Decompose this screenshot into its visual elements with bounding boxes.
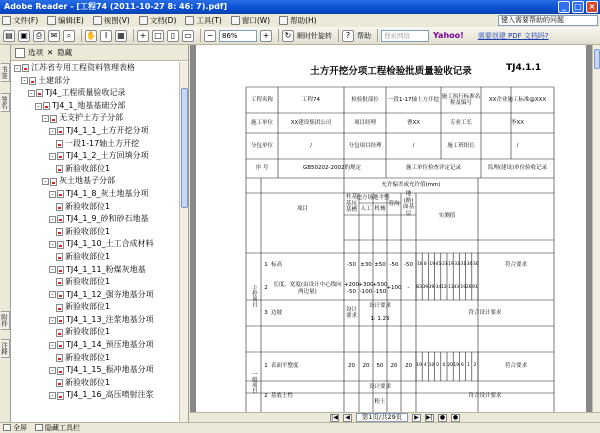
menu-window[interactable]: 窗口(W) xyxy=(231,15,270,26)
collapse-toggle-icon[interactable]: - xyxy=(42,115,49,122)
actual-size-icon[interactable]: □ xyxy=(152,30,164,42)
bookmark-label: TJ4_1_15_振冲地基分项 xyxy=(66,365,154,375)
zoom-level-select[interactable]: 86% xyxy=(219,30,257,42)
save-icon[interactable]: ▣ xyxy=(18,30,30,42)
value-team: / xyxy=(516,142,519,149)
gen-measured-cell: 20 xyxy=(447,363,453,369)
form-code: TJ4.1.1 xyxy=(506,63,542,73)
bookmark-label: TJ4_1_12_强夯地基分项 xyxy=(66,289,154,299)
hide-toolbar-icon xyxy=(35,424,43,431)
slope-result: 符合设计要求 xyxy=(468,309,502,316)
navigation-tabs xyxy=(0,45,11,422)
collapse-toggle-icon[interactable]: - xyxy=(49,216,56,223)
hand-tool-icon[interactable]: ✋ xyxy=(86,30,96,40)
bookmark-label: TJ4_1_8_灰土地基分项 xyxy=(66,188,149,198)
full-screen-icon xyxy=(3,424,11,431)
web-search-input[interactable]: 搜索网络 xyxy=(381,30,429,42)
label-item: 项目 xyxy=(296,205,308,212)
gen-measured-cell: 2 xyxy=(473,363,477,369)
bookmark-page-icon xyxy=(56,253,63,261)
page-navigation-bar xyxy=(190,412,600,422)
bookmark-label: 新验收部位1 xyxy=(65,302,111,312)
tol-pile: 设计要求 xyxy=(345,306,357,319)
value-contractor: XX建设集团公司 xyxy=(290,119,332,126)
measured-cell: -30 xyxy=(471,261,479,267)
gen-measured-cell: 10 xyxy=(428,363,435,369)
label-sub-pm: 分包项目经理 xyxy=(348,142,382,149)
document-menu-icon xyxy=(139,16,148,25)
bookmark-label: TJ4_1_14_预压地基分项 xyxy=(66,340,154,350)
bookmark-folder-item[interactable] xyxy=(11,100,180,113)
gen-measured-cell: 0 xyxy=(436,363,440,369)
value-sub-pm: / xyxy=(412,142,415,149)
title-bar[interactable] xyxy=(0,0,600,14)
bookmark-label: TJ4_1_16_高压喷射注浆 xyxy=(66,390,154,400)
bookmark-page-icon xyxy=(57,190,64,198)
zoom-in-icon[interactable]: + xyxy=(137,30,149,42)
label-batch: 检验批部位 xyxy=(351,96,379,103)
bookmark-page-icon xyxy=(56,203,63,211)
bookmark-label: 灰土地基子分部 xyxy=(59,176,115,186)
label-surface: 地(路)面基层 xyxy=(402,191,414,217)
bookmark-folder-item[interactable] xyxy=(11,87,180,100)
row-result: 符合要求 xyxy=(504,261,527,268)
measured-cell: 43 xyxy=(453,285,460,291)
bookmark-page-item[interactable] xyxy=(11,226,180,239)
bookmarks-panel xyxy=(11,45,189,422)
tools-menu-icon xyxy=(185,16,194,25)
label-pile-base: 柱基基坑基槽 xyxy=(345,194,357,214)
bookmark-page-item[interactable] xyxy=(11,352,180,365)
page-number-field[interactable]: 第1页/共29页 xyxy=(356,413,408,422)
options-button[interactable]: 选项 xyxy=(28,48,43,57)
tol-machine: +500 -150 xyxy=(372,282,388,295)
bookmark-folder-item[interactable] xyxy=(11,112,180,125)
bookmark-label: 新验收部位1 xyxy=(65,251,111,261)
tab-bookmarks[interactable]: 书签 xyxy=(1,63,10,82)
label-contractor: 施工单位 xyxy=(250,119,273,126)
tol-pile: -50 xyxy=(347,261,356,268)
gen-measured-cell: 1 xyxy=(467,363,471,369)
bookmarks-panel-header xyxy=(11,45,188,61)
first-page-button[interactable]: |◀ xyxy=(331,413,338,421)
menu-file[interactable]: 文件(F) xyxy=(2,15,38,26)
label-tolerance: 允许偏差或允许值(mm) xyxy=(381,182,441,189)
label-foreman: 专业工长 xyxy=(449,119,472,126)
value-pm: 曹XX xyxy=(406,119,421,126)
measured-cell: 91 xyxy=(472,285,478,291)
bookmark-page-icon xyxy=(56,228,63,236)
bookmark-page-icon xyxy=(56,329,63,337)
document-scroll-thumb[interactable] xyxy=(594,49,600,69)
bookmark-label: TJ4_1_1_土方开挖分项 xyxy=(66,125,149,135)
gen-result: 符合要求 xyxy=(504,363,527,370)
bookmark-page-icon xyxy=(57,215,64,223)
bookmark-page-item[interactable] xyxy=(11,326,180,339)
row-number: 2 xyxy=(264,285,268,292)
bookmark-page-icon xyxy=(57,266,64,274)
bookmark-page-icon xyxy=(57,341,64,349)
label-team: 施工班组长 xyxy=(447,142,475,149)
measured-cell: 39 xyxy=(422,285,429,291)
measured-cell: 83 xyxy=(416,285,422,291)
bookmark-tree xyxy=(11,62,180,422)
menu-edit[interactable]: 编辑(E) xyxy=(47,15,84,26)
bookmark-label: TJ4_工程质量验收记录 xyxy=(45,88,126,98)
bookmark-folder-item[interactable] xyxy=(11,339,180,352)
fit-page-icon[interactable]: ▯ xyxy=(167,30,179,42)
bookmark-page-icon xyxy=(50,178,57,186)
measured-cell: 39 xyxy=(428,285,435,291)
bookmark-folder-item[interactable] xyxy=(11,289,180,302)
label-standard: 施工执行标准名称及编号 xyxy=(441,93,481,106)
full-screen-button[interactable]: 全屏 xyxy=(3,423,27,433)
collapse-toggle-icon[interactable]: - xyxy=(14,65,21,72)
bookmark-page-icon xyxy=(56,165,63,173)
collapse-toggle-icon[interactable]: - xyxy=(21,77,28,84)
bookmark-page-icon xyxy=(57,152,64,160)
bookmark-page-icon xyxy=(57,241,64,249)
last-page-button[interactable]: ▶| xyxy=(426,413,433,421)
value-batch: 一段1-17轴土方开挖 xyxy=(388,96,439,103)
bookmark-options-icon xyxy=(15,48,25,58)
bookmark-folder-item[interactable] xyxy=(11,62,180,75)
collapse-toggle-icon[interactable]: - xyxy=(49,128,56,135)
gen-tol-pipe: 20 xyxy=(390,363,398,370)
label-manual: 人工 xyxy=(360,205,372,212)
bookmark-page-icon xyxy=(22,64,29,72)
bookmark-page-icon xyxy=(56,354,63,362)
label-general-items: 一般项目 xyxy=(250,371,257,393)
minimize-button[interactable]: _ xyxy=(558,1,570,13)
bookmark-folder-item[interactable] xyxy=(11,314,180,327)
general-row-number: 1 xyxy=(264,363,268,370)
value-standard: XX企业施工标准@XXX xyxy=(488,96,547,103)
label-sequence: 序 号 xyxy=(255,165,269,172)
row-number: 3 xyxy=(264,309,268,316)
measured-cell: 26 xyxy=(465,285,472,291)
row-number: 1 xyxy=(264,261,268,268)
measured-cell: -36 xyxy=(465,261,473,267)
bookmark-label: TJ4_1_13_注浆地基分项 xyxy=(66,314,154,324)
measured-cell: -31 xyxy=(458,261,467,267)
menu-view[interactable]: 视图(V) xyxy=(93,15,130,26)
bookmark-label: 新验收部位1 xyxy=(65,377,111,387)
tab-signatures[interactable]: 签名 xyxy=(1,93,10,112)
bookmark-label: 新验收部位1 xyxy=(65,277,111,287)
bookmark-page-icon xyxy=(29,77,36,85)
bookmark-label: 无支护土方子分部 xyxy=(59,113,123,123)
measured-cell: -41 xyxy=(434,261,442,267)
bookmark-folder-item[interactable] xyxy=(11,188,180,201)
tol-slope: 设计要求 xyxy=(368,303,391,310)
bookmark-page-icon xyxy=(57,316,64,324)
create-pdf-link[interactable]: 需要创建 PDF 文档吗? xyxy=(477,31,549,40)
document-scrollbar[interactable] xyxy=(592,45,600,412)
bookmark-page-icon xyxy=(57,367,64,375)
bookmark-label: TJ4_1_2_土方回填分项 xyxy=(66,151,149,161)
measured-cell: -18 xyxy=(415,261,423,267)
prev-view-button[interactable]: ● xyxy=(439,413,446,421)
pdf-page xyxy=(196,45,586,412)
bookmark-folder-item[interactable] xyxy=(11,150,180,163)
menu-bar xyxy=(0,14,600,27)
slope-value: 1: 1.25 xyxy=(370,316,390,323)
tol-pile: +200 -50 xyxy=(343,282,360,295)
bookmark-page-icon xyxy=(50,115,57,123)
menu-help[interactable]: 帮助(H) xyxy=(279,15,317,26)
measured-cell: -19 xyxy=(458,285,467,291)
print-icon[interactable]: ⎙ xyxy=(33,30,45,42)
collapse-toggle-icon[interactable]: - xyxy=(49,241,56,248)
view-menu-icon xyxy=(93,16,102,25)
bookmark-folder-item[interactable] xyxy=(11,364,180,377)
general-row2-number: 2 xyxy=(264,393,268,400)
tol-surface: -50 xyxy=(404,261,413,268)
gen-soil-value: 粉土 xyxy=(374,399,386,406)
collapse-toggle-icon[interactable]: - xyxy=(49,191,56,198)
bookmark-label: 新验收部位1 xyxy=(65,327,111,337)
collapse-toggle-icon[interactable]: - xyxy=(49,153,56,160)
label-project-name: 工程名称 xyxy=(250,96,273,103)
next-view-button[interactable]: ● xyxy=(452,413,459,421)
hide-toolbar-button[interactable]: 隐藏工具栏 xyxy=(35,423,80,433)
email-icon[interactable]: ✉ xyxy=(48,30,60,42)
collapse-toggle-icon[interactable]: - xyxy=(42,178,49,185)
rotate-clockwise-button[interactable]: 顺时针旋转 xyxy=(297,31,332,40)
help-question-input[interactable]: 键入需要帮助的问题 xyxy=(498,15,598,26)
bookmark-label: 土建部分 xyxy=(38,75,70,85)
label-earth-field: 挖方场地平整 xyxy=(356,194,390,201)
spec-reference: GB50202-2002的规定 xyxy=(302,165,361,172)
edit-menu-icon xyxy=(47,16,56,25)
measured-cell: -31 xyxy=(440,261,448,267)
bookmark-page-item[interactable] xyxy=(11,377,180,390)
bookmark-label: TJ4_1_10_土工合成材料 xyxy=(66,239,154,249)
help-button[interactable]: 帮助 xyxy=(357,31,371,40)
help-icon[interactable]: ? xyxy=(342,30,354,42)
gen-measured-cell: 19 xyxy=(416,363,422,369)
bookmark-label: 江苏省专用工程资料管理表格 xyxy=(31,63,135,72)
bookmark-label: 新验收部位1 xyxy=(65,163,111,173)
gen-soil-result: 符合设计要求 xyxy=(468,393,502,400)
value-project-name: 工程74 xyxy=(302,96,320,103)
measured-cell: 12 xyxy=(441,285,447,291)
row-name: 标高 xyxy=(271,261,283,268)
bookmark-page-item[interactable] xyxy=(11,163,180,176)
bookmark-page-item[interactable] xyxy=(11,201,180,214)
bookmark-folder-item[interactable] xyxy=(11,264,180,277)
bookmark-page-icon xyxy=(36,89,43,97)
collapse-toggle-icon[interactable]: - xyxy=(28,90,35,97)
rotate-icon[interactable]: ↻ xyxy=(282,30,294,42)
yahoo-logo[interactable]: Yahoo! xyxy=(433,31,464,40)
hide-panel-button[interactable]: 隐藏 xyxy=(57,48,73,57)
bookmark-folder-item[interactable] xyxy=(11,238,180,251)
bookmark-label: 新验收部位1 xyxy=(65,352,111,362)
delete-bookmark-icon[interactable]: ✕ xyxy=(47,48,54,57)
file-menu-icon xyxy=(2,16,11,25)
fit-width-icon[interactable]: ▭ xyxy=(182,30,194,42)
tol-machine: ±50 xyxy=(374,261,386,268)
status-bar xyxy=(0,422,600,432)
bookmark-label: 新验收部位1 xyxy=(65,201,111,211)
gen-tol-soil: 设计要求 xyxy=(368,383,391,390)
tol-manual: +300 -100 xyxy=(358,282,374,295)
bookmark-page-icon xyxy=(57,127,64,135)
zoom-out-icon[interactable]: − xyxy=(204,30,216,42)
label-supervision: 监理(建设)单位验收记录 xyxy=(487,165,548,172)
bookmark-page-item[interactable] xyxy=(11,138,180,151)
gen-measured-cell: 4 xyxy=(423,363,427,369)
maximize-button[interactable]: □ xyxy=(572,1,584,13)
measured-cell: 8 xyxy=(423,261,427,267)
tab-attachments[interactable]: 附件 xyxy=(1,311,10,330)
label-self-check: 施工单位检查评定记录 xyxy=(405,165,461,172)
collapse-toggle-icon[interactable]: - xyxy=(49,266,56,273)
bookmark-page-icon xyxy=(57,392,64,400)
close-button[interactable]: × xyxy=(586,1,598,13)
search-icon[interactable]: ⌕ xyxy=(63,30,75,42)
collapse-toggle-icon[interactable]: - xyxy=(49,342,56,349)
tab-comments[interactable]: 注释 xyxy=(1,339,10,358)
collapse-toggle-icon[interactable]: - xyxy=(49,367,56,374)
label-subcontractor: 分包单位 xyxy=(250,142,273,149)
bookmark-page-icon xyxy=(57,291,64,299)
label-main-items: 主控项目 xyxy=(250,285,257,307)
open-icon[interactable]: ▤ xyxy=(3,30,15,42)
collapse-toggle-icon[interactable]: - xyxy=(49,392,56,399)
next-page-button[interactable]: ▶ xyxy=(412,414,421,422)
general-row2-name: 基底土性 xyxy=(271,393,294,400)
bookmark-label: TJ4_1_地基基础分部 xyxy=(52,100,126,110)
document-view[interactable] xyxy=(190,45,592,412)
bookmark-label: TJ4_1_9_砂和砂石地基 xyxy=(66,214,149,224)
bookmark-folder-item[interactable] xyxy=(11,389,180,402)
bookmark-page-icon xyxy=(43,102,50,110)
form-title: 土方开挖分项工程检验批质量验收记录 xyxy=(310,66,472,77)
window-menu-icon xyxy=(231,16,240,25)
bookmark-page-icon xyxy=(56,140,63,148)
window-title: Adobe Reader - [工程74 (2011-10-27 8: 46: 7).pdf] xyxy=(4,2,228,11)
label-machine: 机械 xyxy=(374,205,386,212)
bookmark-folder-item[interactable] xyxy=(11,213,180,226)
measured-cell: -31 xyxy=(452,261,460,267)
help-menu-icon xyxy=(279,16,288,25)
tol-pipe: +100 xyxy=(386,285,402,292)
measured-cell: -13 xyxy=(446,285,454,291)
bookmarks-scrollbar[interactable] xyxy=(179,62,188,422)
collapse-toggle-icon[interactable]: - xyxy=(49,317,56,324)
row-name: 边坡 xyxy=(271,309,283,316)
gen-measured-cell: 19 xyxy=(453,363,460,369)
bookmark-page-item[interactable] xyxy=(11,251,180,264)
menu-tools[interactable]: 工具(T) xyxy=(185,15,221,26)
label-pm: 项目经理 xyxy=(353,119,376,126)
select-text-icon[interactable]: I xyxy=(100,30,112,42)
gen-tol-machine: 50 xyxy=(376,363,384,370)
collapse-toggle-icon[interactable]: - xyxy=(49,291,56,298)
tol-manual: ±30 xyxy=(360,261,372,268)
bookmark-page-icon xyxy=(56,379,63,387)
bookmark-page-icon xyxy=(56,278,63,286)
bookmark-page-item[interactable] xyxy=(11,276,180,289)
bookmark-label: 一段1-17轴土方开挖 xyxy=(65,138,140,148)
gen-tol-pile: 20 xyxy=(348,363,355,370)
label-pipe: 管沟 xyxy=(388,200,400,207)
main-toolbar xyxy=(0,27,600,45)
general-row-name: 表面平整度 xyxy=(271,363,299,370)
value-subcontractor: / xyxy=(310,142,312,149)
value-foreman: 李XX xyxy=(510,119,525,126)
measured-cell: -34 xyxy=(434,285,442,291)
zoom-in-plus-icon[interactable]: + xyxy=(260,30,272,42)
bookmark-folder-item[interactable] xyxy=(11,125,180,138)
collapse-toggle-icon[interactable]: - xyxy=(35,103,42,110)
bookmark-folder-item[interactable] xyxy=(11,75,180,88)
measured-cell: -19 xyxy=(446,261,454,267)
tol-surface: - xyxy=(407,285,410,292)
gen-tol-surface: 20 xyxy=(405,363,412,370)
tol-pipe: -50 xyxy=(389,261,399,268)
menu-document[interactable]: 文档(D) xyxy=(139,15,177,26)
gen-measured-cell: 6 xyxy=(461,363,464,369)
row-name: 长度、宽度(由设计中心线向两边量) xyxy=(273,282,342,295)
bookmark-folder-item[interactable] xyxy=(11,175,180,188)
prev-page-button[interactable]: ◀ xyxy=(343,414,352,422)
bookmark-page-icon xyxy=(56,304,63,312)
bookmarks-scroll-thumb[interactable] xyxy=(181,88,188,208)
snapshot-icon[interactable]: ▦ xyxy=(115,30,127,42)
gen-tol-manual: 20 xyxy=(362,363,370,370)
label-measured: 实测值 xyxy=(438,213,456,220)
bookmark-label: TJ4_1_11_粉煤灰地基 xyxy=(66,264,146,274)
bookmark-label: 新验收部位1 xyxy=(65,226,111,236)
bookmark-page-item[interactable] xyxy=(11,301,180,314)
gen-measured-cell: 0 xyxy=(442,363,446,369)
measured-cell: -19 xyxy=(427,261,436,267)
